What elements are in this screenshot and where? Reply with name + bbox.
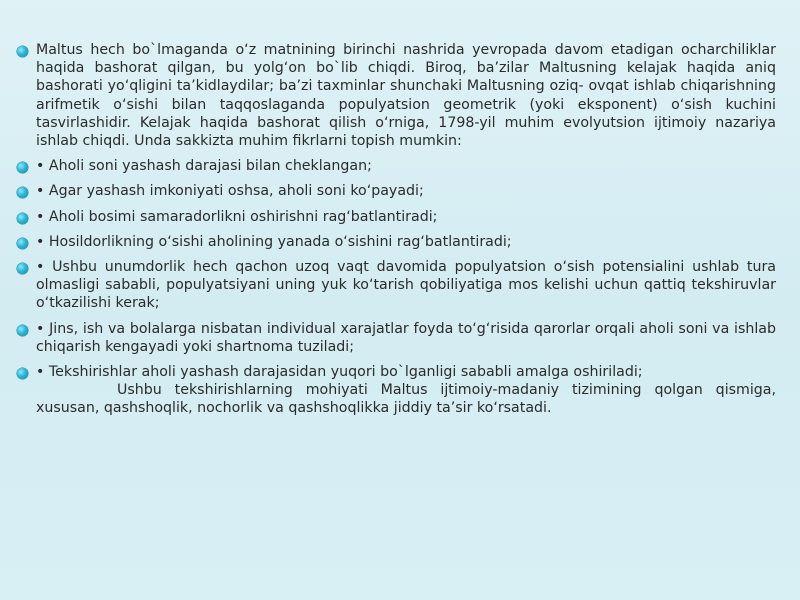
round-bullet-icon [17, 325, 28, 336]
list-item-text: • Aholi soni yashash darajasi bilan cheklangan; [36, 158, 372, 175]
round-bullet-icon [17, 238, 28, 249]
round-bullet-icon [17, 46, 28, 57]
list-item [14, 320, 776, 356]
round-bullet-icon [17, 368, 28, 379]
list-item [14, 182, 776, 200]
round-bullet-icon [17, 263, 28, 274]
list-item [14, 363, 776, 381]
round-bullet-icon [17, 162, 28, 173]
list-item-text: • Hosildorlikning o‘sishi aholining yanada o‘sishini rag‘batlantiradi; [36, 233, 512, 250]
paragraph-intro [14, 41, 776, 150]
list-item [14, 157, 776, 175]
round-bullet-icon [17, 187, 28, 198]
list-item-text: • Agar yashash imkoniyati oshsa, aholi soni ko‘payadi; [36, 183, 424, 200]
slide-body [14, 41, 776, 418]
list-item-text: • Ushbu unumdorlik hech qachon uzoq vaqt davomida populyatsion o‘sish potensialini ushlab tura olmasligi sababli, populyatsiyani uning yuk ko‘tarish qobiliyatiga mos kelishi uchun qattiq tekshiruvlar o‘tkazilishi kerak; [36, 259, 776, 312]
list-item-text: • Jins, ish va bolalarga nisbatan individual xarajatlar foyda to‘g‘risida qarorlar orqali aholi soni va ishlab chiqarish kengayadi yoki shartnoma tuziladi; [36, 320, 776, 355]
round-bullet-icon [17, 213, 28, 224]
paragraph-text: Maltus hech bo`lmaganda o‘z matnining birinchi nashrida yevropada davom etadigan ocharchiliklar haqida bashorat qilgan, bu yolg‘on bo`lib chiqdi. Biroq, ba’zilar Maltusning kelajak haqida aniq bashorati yo‘qligini ta’kidlaydilar; ba’zi taxminlar shunchaki Maltusning oziq- ovqat ishlab chiqarishning arifmetik o‘sishi bilan taqqoslaganda populyatsion geometrik (yoki eksponent) o‘sish kuchini tasvirlashidir. Kelajak haqida bashorat qilish o‘rniga, 1798-yil muhim evolyutsion ijtimoiy nazariya ishlab chiqdi. Unda sakkizta muhim fikrlarni topish mumkin: [36, 42, 776, 150]
list-item [14, 208, 776, 226]
list-item [14, 233, 776, 251]
list-item [14, 258, 776, 313]
list-item-text: • Tekshirishlar aholi yashash darajasidan yuqori bo`lganligi sababli amalga oshiriladi; [36, 364, 643, 381]
list-item-text: • Aholi bosimi samaradorlikni oshirishni rag‘batlantiradi; [36, 208, 438, 225]
closing-paragraph: Ushbu tekshirishlarning mohiyati Maltus ijtimoiy-madaniy tizimining qolgan qismiga, xususan, qashshoqlik, nochorlik va qashshoqlikka jiddiy ta’sir ko‘rsatadi. [36, 382, 776, 417]
